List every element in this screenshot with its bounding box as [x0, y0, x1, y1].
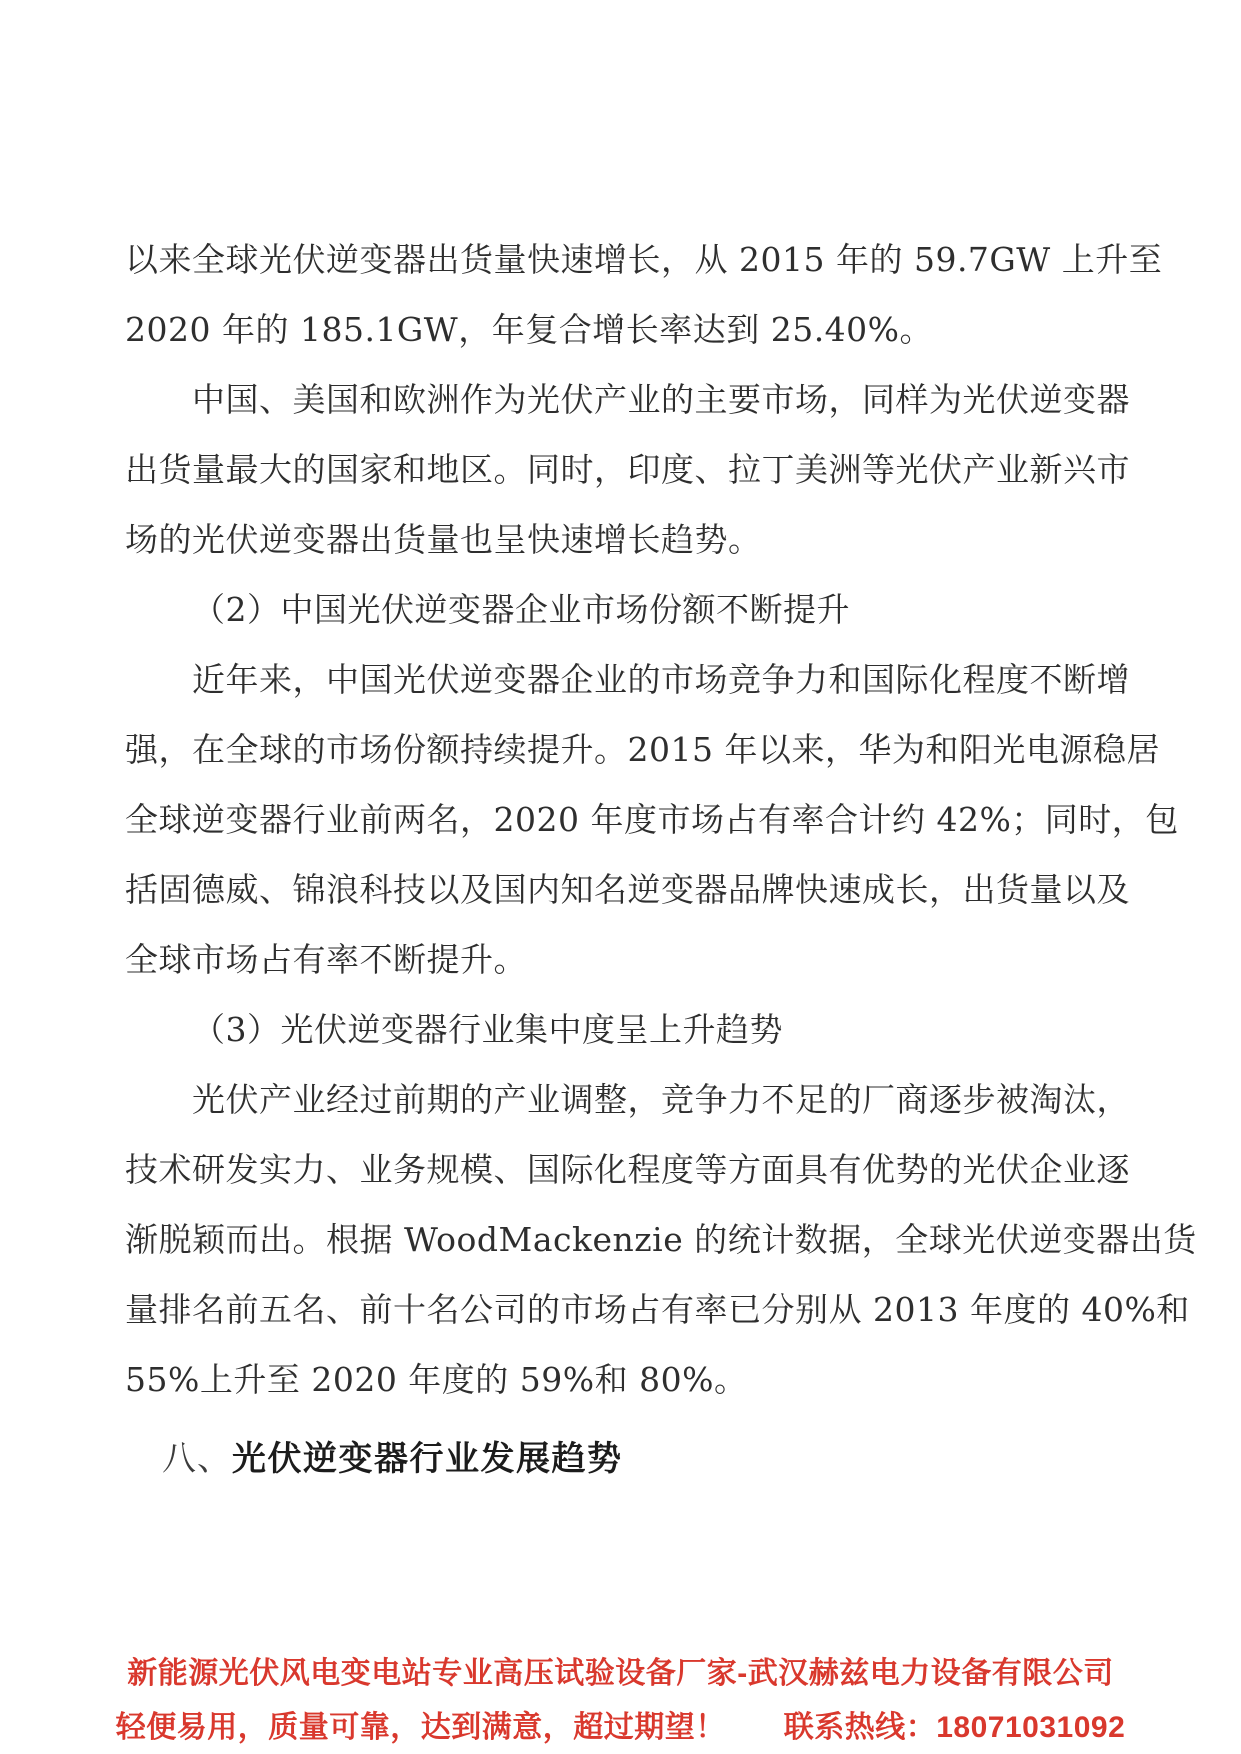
body-line: 括固德威、锦浪科技以及国内知名逆变器品牌快速成长，出货量以及 [125, 870, 1130, 909]
body-line: 技术研发实力、业务规模、国际化程度等方面具有优势的光伏企业逐 [125, 1150, 1130, 1189]
body-line: 光伏产业经过前期的产业调整，竞争力不足的厂商逐步被淘汰， [192, 1080, 1130, 1119]
body-line: 渐脱颖而出。根据 WoodMackenzie 的统计数据，全球光伏逆变器出货 [125, 1220, 1197, 1259]
body-line: 全球市场占有率不断提升。 [125, 940, 527, 979]
footer-second-line [0, 1700, 1241, 1754]
body-line: 以来全球光伏逆变器出货量快速增长，从 2015 年的 59.7GW 上升至 [125, 240, 1163, 279]
body-line: 量排名前五名、前十名公司的市场占有率已分别从 2013 年度的 40%和 [125, 1290, 1190, 1329]
body-line: 中国、美国和欧洲作为光伏产业的主要市场，同样为光伏逆变器 [192, 380, 1130, 419]
footer-company-line: 新能源光伏风电变电站专业高压试验设备厂家-武汉赫兹电力设备有限公司 [127, 1657, 1114, 1690]
body-line: 出货量最大的国家和地区。同时，印度、拉丁美洲等光伏产业新兴市 [125, 450, 1130, 489]
body-content [125, 225, 1197, 1494]
section-number: 八、 [162, 1439, 232, 1479]
body-line: 强，在全球的市场份额持续提升。2015 年以来，华为和阳光电源稳居 [125, 730, 1160, 769]
body-line: 场的光伏逆变器出货量也呈快速增长趋势。 [125, 520, 762, 559]
body-line: 55%上升至 2020 年度的 59%和 80%。 [125, 1360, 748, 1399]
section-title: 光伏逆变器行业发展趋势 [232, 1440, 623, 1478]
advertising-footer [0, 1648, 1241, 1754]
footer-hotline: 联系热线：18071031092 [783, 1711, 1126, 1744]
footer-slogan: 轻便易用，质量可靠，达到满意，超过期望！ [115, 1711, 726, 1744]
body-line: 近年来，中国光伏逆变器企业的市场竞争力和国际化程度不断增 [192, 660, 1130, 699]
section-heading [125, 1424, 1130, 1494]
subsection-heading-2: （2）中国光伏逆变器企业市场份额不断提升 [192, 590, 850, 629]
body-line: 2020 年的 185.1GW，年复合增长率达到 25.40%。 [125, 310, 934, 349]
body-line: 全球逆变器行业前两名，2020 年度市场占有率合计约 42%；同时，包 [125, 800, 1179, 839]
subsection-heading-3: （3）光伏逆变器行业集中度呈上升趋势 [192, 1010, 783, 1049]
